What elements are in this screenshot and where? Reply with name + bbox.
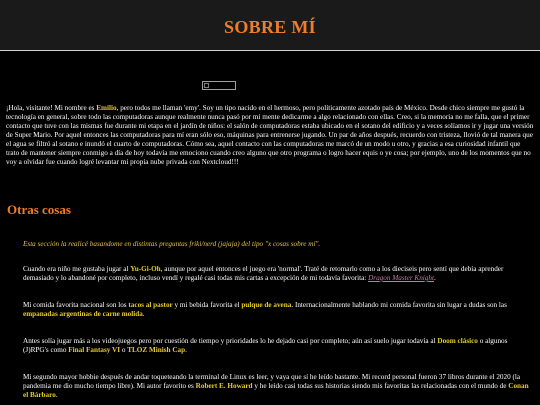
intro-text: ¡Hola, visitante! Mi nombre es bbox=[6, 104, 97, 112]
intro-text: , pero todos me llaman 'emy'. Soy un tipo nacido en el hermoso, pero políticamente azotado país de México. Desde chico siempre me gustó la tecnología en general, sobre todo las computadoras aunque realmente nunca pasó por mi mente dedicarme a algo relacionado con ellas. Creo, si la memoria no me falla, que el primer contacto que tuve con las mismas fue durante mi etapa en el jardín de niños: el salón de computadoras estaba ubicado en el sotano del edificio y a veces solíamos ir y jugar una versión de Super Mario. Por aquel entonces las computadoras para mí eran sólo eso, máquinas para entrenerse jugando. Un par de años después, recuerdo con tristeza, llovió de tal manera que el agua se filtró al sotano e inundó el cuarto de computadoras. Cómo sea, aquel contacto con las computadoras me marcó de un modo u otro, y gracias a esa curiosidad infantil que trato de mantener siempre conmigo a día de hoy todavía me emociono cuando creo alguno que otro programa o logro hacer equis o ye cosa; por ejemplo, uno de los momentos que no voy a olvidar fue cuando logré levantar mi propia nube privada con Nextcloud!!! bbox=[6, 104, 534, 166]
highlight-minish-cap: TLOZ Minish Cap bbox=[127, 346, 186, 354]
intro-name: Emilio bbox=[96, 104, 117, 112]
highlight-pulque: pulque de avena bbox=[241, 301, 292, 309]
page-header bbox=[0, 0, 540, 51]
highlight-empanadas: empanadas argentinas de carne molida bbox=[23, 310, 143, 318]
highlight-tacos: tacos al pastor bbox=[128, 301, 173, 309]
highlight-yugioh: Yu-Gi-Oh bbox=[130, 265, 161, 273]
page-title: SOBRE MÍ bbox=[224, 16, 316, 37]
text: . Internacionalmente hablando mi comida favorita sin lugar a dudas son las bbox=[291, 301, 507, 309]
otras-cosas-heading: Otras cosas bbox=[7, 202, 71, 217]
text: Antes solía jugar más a los videojuegos pero por cuestión de tiempo y prioridades lo he dejado casi por completo; aún así suelo jugar todavía al bbox=[23, 337, 438, 345]
dragon-master-knight-link[interactable]: Dragon Master Knight bbox=[368, 274, 434, 282]
text: . bbox=[142, 310, 145, 318]
text: Cuando era niño me gustaba jugar al bbox=[23, 265, 131, 273]
text: Mi comida favorita nacional son los bbox=[23, 301, 129, 309]
paragraph-videojuegos bbox=[23, 337, 533, 355]
paragraph-comida bbox=[23, 301, 533, 319]
broken-image bbox=[202, 81, 236, 90]
text: Mi segundo mayor hobbie después de andar toqueteando la terminal de Linux es leer, y vaya que sí he leído bastante. Mi record personal fueron 37 libros durante el 2020 (la pandemia me dio mucho tiempo libre). Mi autor favorito es bbox=[23, 373, 521, 390]
highlight-doom: Doom clásico bbox=[437, 337, 478, 345]
text: y he leído casi todas sus historias siendo mis favoritas las relacionadas con el mundo de bbox=[252, 382, 509, 390]
paragraph-lectura bbox=[23, 373, 533, 400]
text: . bbox=[185, 346, 187, 354]
text: . bbox=[433, 274, 436, 282]
text: o algunos (J)RPG's como bbox=[23, 337, 508, 354]
highlight-ff6: Final Fantasy VI bbox=[68, 346, 121, 354]
broken-image-icon bbox=[204, 83, 209, 88]
intro-paragraph bbox=[6, 104, 534, 167]
text: y mi bebida favorita el bbox=[172, 301, 242, 309]
text: , aunque por aquel entonces el juego era 'normal'. Traté de retomarlo como a los dieciseis pero sentí que debía aprender demasiado y lo abandoné por completo, incluso vendí y regalé casi todas mis cartas a excepción de mi todavía favorita: bbox=[23, 265, 504, 282]
paragraph-yugioh bbox=[23, 265, 533, 283]
highlight-conan: Conan el Bárbaro bbox=[23, 382, 529, 399]
section-note: Esta sección la realicé basandome en distintas preguntas friki/nerd (jajaja) del tipo "x cosas sobre mí". bbox=[23, 240, 321, 248]
text: . bbox=[55, 391, 58, 399]
highlight-howard: Robert E. Howard bbox=[195, 382, 253, 390]
text: o bbox=[120, 346, 128, 354]
